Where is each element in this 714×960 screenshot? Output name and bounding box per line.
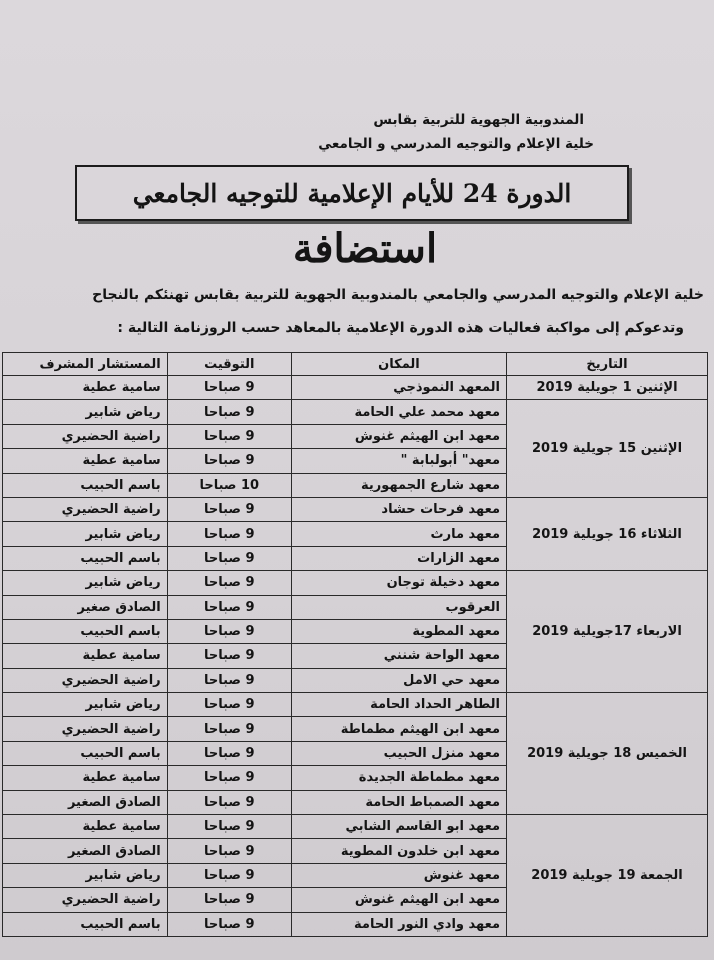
place-cell: معهد ابن الهيثم مطماطة — [291, 717, 506, 741]
table-row — [3, 815, 708, 839]
advisor-cell: رياض شابير — [3, 863, 168, 887]
place-cell: معهد ابن الهيثم غنوش — [291, 424, 506, 448]
table-row — [3, 400, 708, 424]
place-cell: معهد وادي النور الحامة — [291, 912, 506, 936]
time-cell: 9 صباحا — [167, 424, 291, 448]
date-cell: الاربعاء 17جويلية 2019 — [507, 571, 708, 693]
place-cell: معهد مطماطة الجديدة — [291, 766, 506, 790]
time-cell: 9 صباحا — [167, 497, 291, 521]
time-cell: 10 صباحا — [167, 473, 291, 497]
advisor-cell: باسم الحبيب — [3, 912, 168, 936]
column-header-advisor: المستشار المشرف — [3, 353, 168, 376]
table-row — [3, 376, 708, 400]
place-cell: معهد حي الامل — [291, 668, 506, 692]
date-cell: الجمعة 19 جويلية 2019 — [507, 815, 708, 937]
place-cell: معهد" أبولبابة " — [291, 449, 506, 473]
intro-line-1: خلية الإعلام والتوجيه المدرسي والجامعي بالمندوبية الجهوية للتربية بقابس تهنئكم بالنجاح — [92, 287, 704, 303]
advisor-cell: سامية عطية — [3, 766, 168, 790]
big-word-istidafa: استضافة — [292, 225, 438, 272]
place-cell: معهد فرحات حشاد — [291, 497, 506, 521]
time-cell: 9 صباحا — [167, 693, 291, 717]
advisor-cell: الصادق الصغير — [3, 790, 168, 814]
advisor-cell: باسم الحبيب — [3, 546, 168, 570]
advisor-cell: باسم الحبيب — [3, 741, 168, 765]
schedule-body — [3, 376, 708, 937]
place-cell: معهد الصمباط الحامة — [291, 790, 506, 814]
advisor-cell: سامية عطية — [3, 644, 168, 668]
header-line-2: خلية الإعلام والتوجيه المدرسي و الجامعي — [318, 136, 594, 152]
time-cell: 9 صباحا — [167, 449, 291, 473]
header-line-1: المندوبية الجهوية للتربية بقابس — [373, 112, 584, 128]
date-cell: الخميس 18 جويلية 2019 — [507, 693, 708, 815]
time-cell: 9 صباحا — [167, 522, 291, 546]
place-cell: معهد محمد علي الحامة — [291, 400, 506, 424]
time-cell: 9 صباحا — [167, 888, 291, 912]
time-cell: 9 صباحا — [167, 912, 291, 936]
table-row — [3, 571, 708, 595]
place-cell: معهد المطوية — [291, 619, 506, 643]
advisor-cell: سامية عطية — [3, 815, 168, 839]
place-cell: العرقوب — [291, 595, 506, 619]
date-cell: الإثنين 1 جويلية 2019 — [507, 376, 708, 400]
time-cell: 9 صباحا — [167, 400, 291, 424]
place-cell: معهد دخيلة توجان — [291, 571, 506, 595]
place-cell: معهد مارث — [291, 522, 506, 546]
advisor-cell: راضية الحضيري — [3, 497, 168, 521]
time-cell: 9 صباحا — [167, 644, 291, 668]
advisor-cell: رياض شابير — [3, 400, 168, 424]
column-header-place: المكان — [291, 353, 506, 376]
advisor-cell: رياض شابير — [3, 522, 168, 546]
advisor-cell: الصادق صغير — [3, 595, 168, 619]
column-header-date: التاريخ — [507, 353, 708, 376]
place-cell: معهد منزل الحبيب — [291, 741, 506, 765]
place-cell: معهد شارع الجمهورية — [291, 473, 506, 497]
advisor-cell: رياض شابير — [3, 571, 168, 595]
advisor-cell: باسم الحبيب — [3, 619, 168, 643]
schedule-table — [2, 352, 708, 937]
table-header-row — [3, 353, 708, 376]
time-cell: 9 صباحا — [167, 595, 291, 619]
time-cell: 9 صباحا — [167, 717, 291, 741]
time-cell: 9 صباحا — [167, 546, 291, 570]
place-cell: الطاهر الحداد الحامة — [291, 693, 506, 717]
time-cell: 9 صباحا — [167, 839, 291, 863]
time-cell: 9 صباحا — [167, 619, 291, 643]
table-row — [3, 497, 708, 521]
time-cell: 9 صباحا — [167, 741, 291, 765]
place-cell: معهد الزارات — [291, 546, 506, 570]
advisor-cell: راضية الحضيري — [3, 424, 168, 448]
time-cell: 9 صباحا — [167, 863, 291, 887]
place-cell: معهد ابن الهيثم غنوش — [291, 888, 506, 912]
intro-line-2: وتدعوكم إلى مواكبة فعاليات هذه الدورة الإعلامية بالمعاهد حسب الروزنامة التالية : — [117, 320, 684, 336]
date-cell: الثلاثاء 16 جويلية 2019 — [507, 497, 708, 570]
place-cell: معهد الواحة شنني — [291, 644, 506, 668]
place-cell: معهد ابن خلدون المطوية — [291, 839, 506, 863]
time-cell: 9 صباحا — [167, 376, 291, 400]
column-header-time: التوقيت — [167, 353, 291, 376]
table-row — [3, 693, 708, 717]
advisor-cell: راضية الحضيري — [3, 888, 168, 912]
place-cell: معهد ابو القاسم الشابي — [291, 815, 506, 839]
time-cell: 9 صباحا — [167, 815, 291, 839]
advisor-cell: سامية عطية — [3, 449, 168, 473]
place-cell: معهد غنوش — [291, 863, 506, 887]
title-text: الدورة 24 للأيام الإعلامية للتوجيه الجامعي — [132, 178, 572, 208]
advisor-cell: راضية الحضيري — [3, 717, 168, 741]
advisor-cell: راضية الحضيري — [3, 668, 168, 692]
advisor-cell: سامية عطية — [3, 376, 168, 400]
place-cell: المعهد النموذجي — [291, 376, 506, 400]
title-box — [75, 165, 629, 221]
advisor-cell: باسم الحبيب — [3, 473, 168, 497]
date-cell: الإثنين 15 جويلية 2019 — [507, 400, 708, 498]
time-cell: 9 صباحا — [167, 790, 291, 814]
advisor-cell: الصادق الصغير — [3, 839, 168, 863]
time-cell: 9 صباحا — [167, 766, 291, 790]
time-cell: 9 صباحا — [167, 571, 291, 595]
time-cell: 9 صباحا — [167, 668, 291, 692]
advisor-cell: رياض شابير — [3, 693, 168, 717]
